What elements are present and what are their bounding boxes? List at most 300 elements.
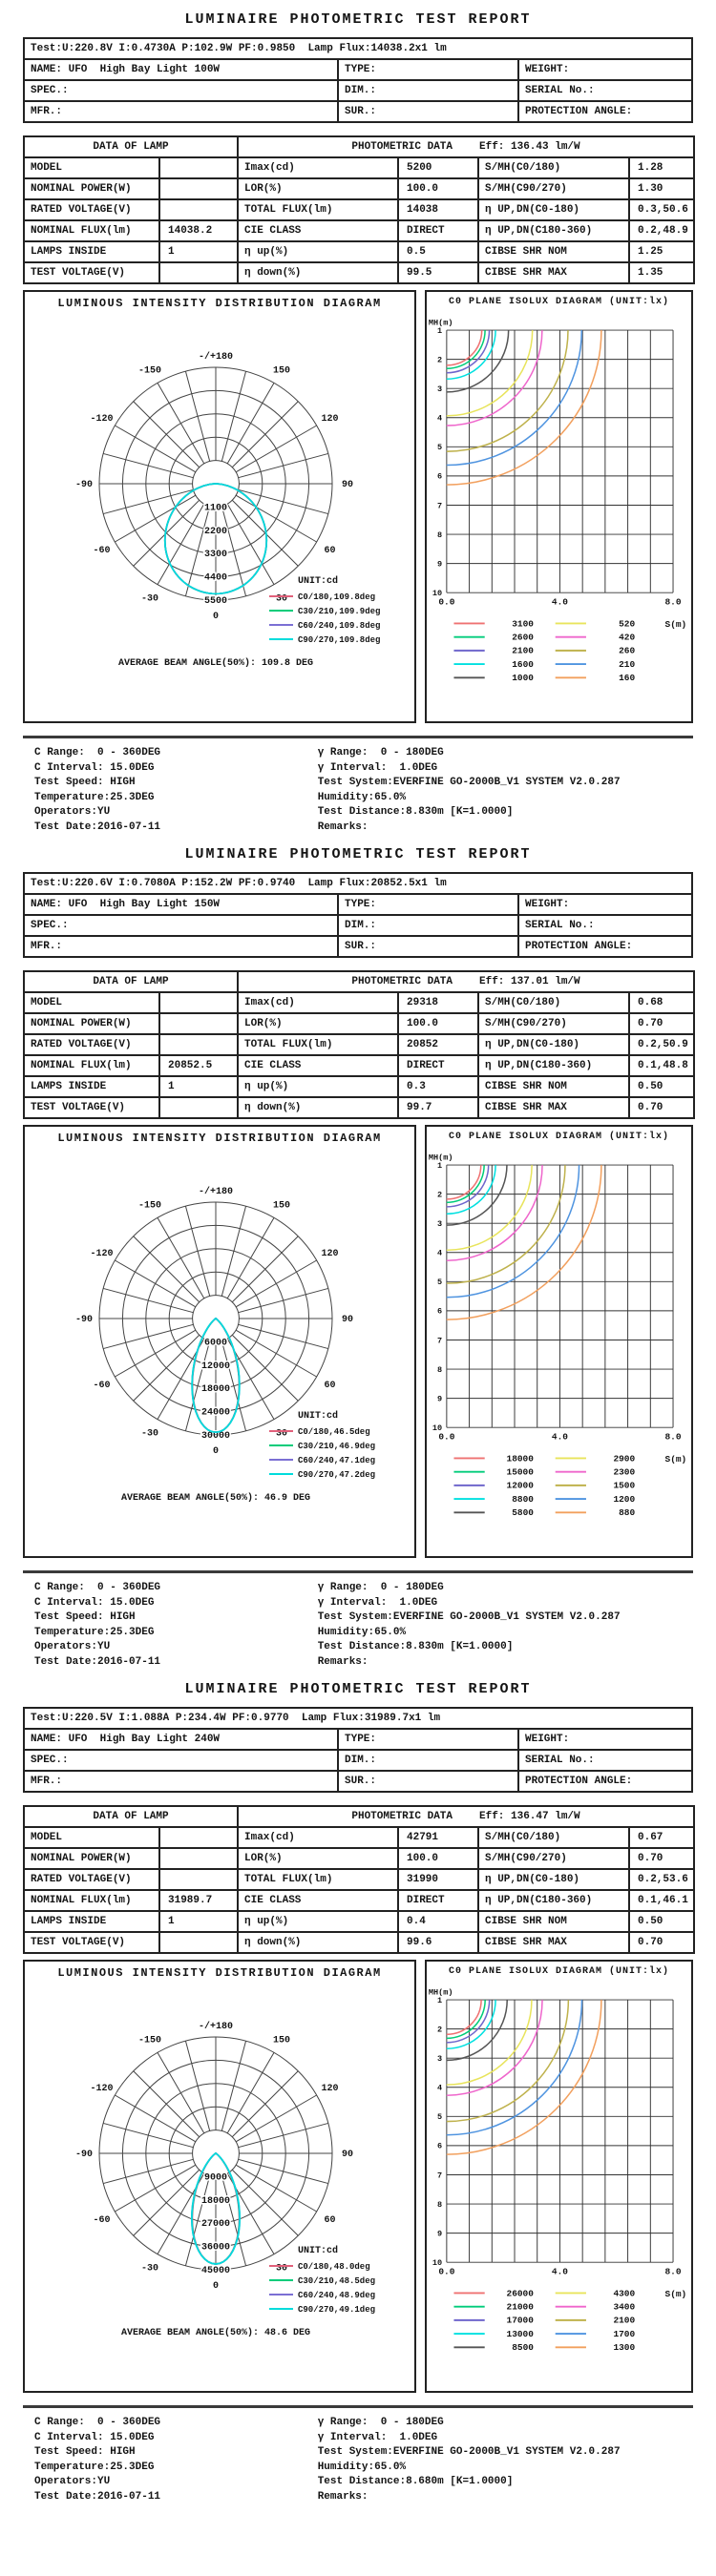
data-value-cell: 0.50 [629,1076,694,1097]
info-cell: SERIAL No.: [518,1750,692,1771]
efficacy-value: Eff: 137.01 lm/W [479,976,580,987]
polar-angle-label: 150 [272,2035,291,2046]
data-label-cell: RATED VOLTAGE(V) [24,1034,159,1055]
data-label-cell: MODEL [24,1827,159,1848]
table-row [24,936,692,957]
data-label-cell: LOR(%) [238,1848,398,1869]
table-row [24,1708,692,1729]
data-label-cell: RATED VOLTAGE(V) [24,1869,159,1890]
footer-line: Remarks: [317,1655,369,1668]
table-row [24,1890,694,1911]
info-cell: SUR.: [338,1771,518,1792]
data-value-cell: 1 [159,1911,238,1932]
info-cell: SPEC.: [24,80,338,101]
data-label-cell: NOMINAL POWER(W) [24,178,159,199]
table-row [24,1848,694,1869]
isolux-contour [447,330,490,373]
table-row [24,220,694,241]
isolux-contour [447,2000,568,2121]
data-value-cell [159,1013,238,1034]
isolux-x-axis-label: S(m) [664,619,687,631]
isolux-legend-value: 210 [619,658,636,670]
isolux-legend-value: 12000 [506,1480,534,1491]
footer-right-column [318,2416,693,2504]
data-value-cell: 1.30 [629,178,694,199]
info-cell: PROTECTION ANGLE: [518,1771,692,1792]
isolux-legend-value: 5800 [512,1507,534,1519]
isolux-legend-value: 13000 [506,2328,534,2339]
average-beam-angle: AVERAGE BEAM ANGLE(50%): 109.8 DEG [117,658,314,669]
data-label-cell: CIBSE SHR MAX [478,262,629,283]
isolux-y-tick: 8 [437,2199,443,2210]
polar-angle-label: -120 [90,1249,114,1259]
data-value-cell [159,1827,238,1848]
footer-line: Test Distance:8.680m [K=1.0000] [317,2476,514,2487]
polar-ring-value: 18000 [200,1384,231,1396]
isolux-legend-value: 1300 [613,2342,636,2354]
isolux-y-axis-label: MH(m) [428,1153,453,1163]
info-cell: TYPE: [338,894,518,915]
isolux-legend-value: 1000 [512,673,534,684]
photometric-data-label: PHOTOMETRIC DATA [351,141,453,153]
isolux-x-tick: 4.0 [551,2266,568,2277]
polar-angle-label: 60 [324,2215,336,2226]
isolux-contour [447,1165,507,1225]
polar-angle-label: -60 [93,546,111,556]
data-label-cell: NOMINAL FLUX(lm) [24,1055,159,1076]
data-label-cell: LOR(%) [238,1013,398,1034]
table-row [24,1911,694,1932]
data-value-cell: 0.70 [629,1848,694,1869]
data-label-cell: TOTAL FLUX(lm) [238,199,398,220]
polar-ring-value: 3300 [203,550,228,561]
footer-line: Test Distance:8.830m [K=1.0000] [317,806,514,818]
lamp-photometric-data-table [23,970,695,1119]
polar-legend-label: C60/240,47.1deg [298,1456,376,1465]
polar-ring-value: 4400 [203,572,228,584]
isolux-legend-value: 880 [619,1507,636,1519]
data-label-cell: η up(%) [238,1076,398,1097]
test-measurements-cell: Test:U:220.6V I:0.7080A P:152.2W PF:0.9740 Lamp Flux:20852.5x1 lm [24,873,692,894]
isolux-legend-value: 4300 [613,2288,636,2299]
isolux-x-axis-label: S(m) [664,2289,687,2300]
data-label-cell: η UP,DN(C180-360) [478,1055,629,1076]
data-label-cell: η UP,DN(C180-360) [478,220,629,241]
data-label-cell: η UP,DN(C0-180) [478,1034,629,1055]
intensity-distribution-panel [23,1960,416,2393]
isolux-y-tick: 5 [437,2112,443,2123]
table-row [24,136,694,157]
isolux-contour [447,1165,489,1207]
info-cell: PROTECTION ANGLE: [518,936,692,957]
polar-angle-label: -/+180 [198,1187,234,1197]
footer-line: Test System:EVERFINE GO-2000B_V1 SYSTEM V2.0.287 [317,777,621,788]
info-cell: SPEC.: [24,1750,338,1771]
table-row [24,894,692,915]
photometric-data-header [238,971,694,992]
isolux-legend-value: 18000 [506,1453,534,1465]
average-beam-angle: AVERAGE BEAM ANGLE(50%): 48.6 DEG [120,2328,311,2338]
polar-angle-label: -/+180 [198,352,234,363]
footer-line: γ Interval: 1.0DEG [317,2431,438,2443]
photometric-data-header [238,136,694,157]
polar-angle-label: 90 [341,480,354,490]
footer-left-column [34,1581,318,1670]
data-label-cell: η up(%) [238,241,398,262]
data-label-cell: η UP,DN(C0-180) [478,199,629,220]
polar-ring-value: 5500 [203,596,228,607]
data-value-cell: 1.25 [629,241,694,262]
isolux-contour [447,330,542,426]
data-value-cell: 99.6 [398,1932,478,1953]
polar-legend-label: C0/180,48.0deg [298,2262,370,2272]
isolux-y-tick: 6 [437,2141,443,2151]
isolux-y-tick: 2 [437,2025,443,2035]
footer-line: Operators:YU [34,1641,111,1652]
footer-line: Test Speed: HIGH [34,1611,136,1623]
polar-angle-label: 0 [212,2281,220,2292]
luminaire-info-table [23,872,693,958]
polar-angle-label: 120 [321,414,339,425]
data-label-cell: RATED VOLTAGE(V) [24,199,159,220]
polar-angle-label: 0 [212,612,220,622]
info-cell: MFR.: [24,101,338,122]
table-row [24,971,694,992]
data-label-cell: LOR(%) [238,178,398,199]
table-row [24,199,694,220]
footer-line: C Interval: 15.0DEG [34,1596,155,1609]
data-value-cell: 31990 [398,1869,478,1890]
polar-angle-label: 150 [272,365,291,377]
info-cell: SPEC.: [24,915,338,936]
footer-line: C Interval: 15.0DEG [34,761,155,774]
photometric-data-label: PHOTOMETRIC DATA [351,976,453,987]
average-beam-angle: AVERAGE BEAM ANGLE(50%): 46.9 DEG [120,1493,311,1504]
polar-angle-label: -60 [93,1381,111,1391]
isolux-legend-value: 160 [619,673,636,684]
isolux-legend-value: 3400 [613,2301,636,2313]
isolux-x-axis-label: S(m) [664,1454,687,1465]
isolux-x-tick: 0.0 [438,1431,455,1443]
polar-ring-value: 24000 [200,1407,231,1419]
polar-angle-label: 90 [341,1315,354,1325]
isolux-y-tick: 4 [437,1248,443,1258]
isolux-contour [447,330,533,416]
isolux-y-tick: 7 [437,2171,443,2181]
isolux-y-tick: 8 [437,1364,443,1375]
report-title: LUMINAIRE PHOTOMETRIC TEST REPORT [184,1681,532,1697]
data-value-cell: 1 [159,1076,238,1097]
report-title: LUMINAIRE PHOTOMETRIC TEST REPORT [184,846,532,862]
photometric-report-1 [0,0,716,835]
lamp-photometric-data-table [23,135,695,284]
data-label-cell: TEST VOLTAGE(V) [24,1097,159,1118]
polar-ring-value: 45000 [200,2266,231,2276]
isolux-y-tick: 4 [437,413,443,424]
table-row [24,1771,692,1792]
data-value-cell [159,178,238,199]
diagrams-row [23,290,693,723]
polar-legend-label: C30/210,46.9deg [298,1442,376,1451]
data-label-cell: LAMPS INSIDE [24,1076,159,1097]
polar-angle-label: 120 [321,1249,339,1259]
data-label-cell: MODEL [24,157,159,178]
test-conditions [23,736,693,835]
polar-angle-label: 30 [275,593,288,605]
isolux-y-tick: 3 [437,2054,443,2065]
data-value-cell: 1.28 [629,157,694,178]
data-value-cell: 0.2,53.6 [629,1869,694,1890]
test-measurements-cell: Test:U:220.5V I:1.088A P:234.4W PF:0.9770 Lamp Flux:31989.7x1 lm [24,1708,692,1729]
isolux-chart [427,1977,691,2378]
table-row [24,992,694,1013]
info-cell: DIM.: [338,80,518,101]
data-value-cell: 100.0 [398,178,478,199]
luminaire-info-table [23,1707,693,1793]
polar-angle-label: -/+180 [198,2022,234,2032]
data-value-cell: 1 [159,241,238,262]
table-row [24,157,694,178]
isolux-contour [447,2000,601,2154]
isolux-x-tick: 0.0 [438,2266,455,2277]
footer-line: Test System:EVERFINE GO-2000B_V1 SYSTEM V2.0.287 [317,2446,621,2458]
isolux-y-tick: 1 [437,325,443,336]
isolux-panel [425,1125,693,1558]
isolux-y-tick: 6 [437,471,443,482]
polar-ring-value: 2200 [203,526,228,537]
data-value-cell: 42791 [398,1827,478,1848]
data-of-lamp-header: DATA OF LAMP [24,136,238,157]
data-label-cell: NOMINAL FLUX(lm) [24,220,159,241]
footer-line: Remarks: [317,2490,369,2503]
polar-angle-label: -90 [74,1315,94,1325]
data-value-cell: 14038 [398,199,478,220]
polar-ring-value: 12000 [200,1361,231,1372]
polar-unit-label: UNIT:cd [298,1411,339,1422]
lamp-photometric-data-table [23,1805,695,1954]
polar-angle-label: -150 [137,365,162,377]
footer-left-column [34,2416,318,2504]
table-row [24,1806,694,1827]
data-label-cell: S/MH(C0/180) [478,992,629,1013]
isolux-legend-value: 1600 [512,658,534,670]
polar-legend-label: C0/180,46.5deg [298,1427,370,1437]
table-row [24,178,694,199]
data-value-cell: 0.2,48.9 [629,220,694,241]
data-label-cell: S/MH(C90/270) [478,178,629,199]
data-value-cell: 29318 [398,992,478,1013]
data-label-cell: CIE CLASS [238,1055,398,1076]
data-label-cell: NOMINAL POWER(W) [24,1013,159,1034]
table-row [24,1076,694,1097]
info-cell: PROTECTION ANGLE: [518,101,692,122]
isolux-y-tick: 1 [437,1160,443,1171]
data-of-lamp-header: DATA OF LAMP [24,971,238,992]
footer-line: Test Speed: HIGH [34,2446,136,2458]
isolux-legend-value: 15000 [506,1466,534,1478]
info-cell: DIM.: [338,1750,518,1771]
table-row [24,1729,692,1750]
luminaire-info-table [23,37,693,123]
data-value-cell: 0.70 [629,1932,694,1953]
isolux-contour [447,330,485,368]
table-row [24,59,692,80]
isolux-panel [425,290,693,723]
table-row [24,1827,694,1848]
data-value-cell: 5200 [398,157,478,178]
table-row [24,873,692,894]
data-label-cell: CIBSE SHR NOM [478,1076,629,1097]
data-value-cell: 0.5 [398,241,478,262]
polar-legend-label: C30/210,109.9deg [298,607,381,616]
footer-line: C Interval: 15.0DEG [34,2431,155,2443]
photometric-report-2 [0,835,716,1670]
data-label-cell: Imax(cd) [238,157,398,178]
footer-line: Temperature:25.3DEG [34,2461,155,2473]
data-label-cell: CIBSE SHR MAX [478,1932,629,1953]
data-label-cell: TOTAL FLUX(lm) [238,1869,398,1890]
polar-ring-value: 6000 [203,1338,228,1349]
isolux-legend-value: 17000 [506,2315,534,2326]
table-row [24,38,692,59]
data-value-cell: 0.50 [629,1911,694,1932]
polar-unit-label: UNIT:cd [298,576,339,587]
isolux-contour [447,2000,542,2095]
data-value-cell: 0.1,46.1 [629,1890,694,1911]
data-label-cell: TEST VOLTAGE(V) [24,1932,159,1953]
isolux-legend-value: 1500 [613,1480,636,1491]
isolux-y-axis-label: MH(m) [428,318,453,328]
polar-angle-label: -90 [74,2150,94,2160]
polar-legend-label: C60/240,109.8deg [298,621,381,631]
footer-line: Test System:EVERFINE GO-2000B_V1 SYSTEM V2.0.287 [317,1611,621,1623]
data-value-cell: 99.7 [398,1097,478,1118]
data-label-cell: NOMINAL POWER(W) [24,1848,159,1869]
data-label-cell: CIBSE SHR MAX [478,1097,629,1118]
isolux-y-tick: 3 [437,384,443,395]
isolux-legend-value: 1200 [613,1493,636,1505]
isolux-y-tick: 5 [437,1278,443,1288]
isolux-x-tick: 4.0 [551,596,568,608]
isolux-contour [447,2000,485,2038]
data-value-cell: 0.1,48.8 [629,1055,694,1076]
table-row [24,1932,694,1953]
info-cell: TYPE: [338,1729,518,1750]
polar-diagram-title: LUMINOUS INTENSITY DISTRIBUTION DIAGRAM [57,297,382,310]
data-value-cell [159,1932,238,1953]
data-value-cell [159,1034,238,1055]
test-conditions [23,1570,693,1670]
isolux-legend-value: 26000 [506,2288,534,2299]
isolux-legend-value: 2900 [613,1453,636,1465]
isolux-legend-value: 8800 [512,1493,534,1505]
isolux-y-tick: 3 [437,1219,443,1230]
report-title: LUMINAIRE PHOTOMETRIC TEST REPORT [184,11,532,28]
info-cell: DIM.: [338,915,518,936]
isolux-y-tick: 4 [437,2083,443,2093]
data-value-cell: DIRECT [398,1890,478,1911]
isolux-y-tick: 1 [437,1995,443,2005]
photometric-data-header [238,1806,694,1827]
footer-line: Operators:YU [34,806,111,818]
data-label-cell: LAMPS INSIDE [24,241,159,262]
data-label-cell: TEST VOLTAGE(V) [24,262,159,283]
info-cell: SERIAL No.: [518,915,692,936]
data-value-cell [159,992,238,1013]
isolux-contour [447,330,601,485]
footer-line: Test Date:2016-07-11 [34,821,161,833]
footer-line: γ Range: 0 - 180DEG [317,1582,444,1593]
isolux-diagram-title: C0 PLANE ISOLUX DIAGRAM (UNIT:lx) [448,1132,670,1142]
data-value-cell: DIRECT [398,1055,478,1076]
data-value-cell [159,1097,238,1118]
data-value-cell [159,262,238,283]
isolux-diagram-title: C0 PLANE ISOLUX DIAGRAM (UNIT:lx) [448,1966,670,1977]
isolux-y-tick: 5 [437,443,443,453]
info-cell: SERIAL No.: [518,80,692,101]
intensity-distribution-panel [23,290,416,723]
isolux-y-tick: 7 [437,501,443,511]
isolux-x-tick: 4.0 [551,1431,568,1443]
isolux-y-tick: 2 [437,355,443,365]
data-of-lamp-header: DATA OF LAMP [24,1806,238,1827]
isolux-x-tick: 0.0 [438,596,455,608]
polar-angle-label: 60 [324,546,336,556]
polar-angle-label: -150 [137,1200,162,1212]
data-label-cell: CIE CLASS [238,220,398,241]
photometric-data-label: PHOTOMETRIC DATA [351,1811,453,1822]
footer-line: Operators:YU [34,2476,111,2487]
data-value-cell: 0.70 [629,1013,694,1034]
polar-unit-label: UNIT:cd [298,2246,339,2256]
isolux-y-axis-label: MH(m) [428,1987,453,1998]
data-value-cell: 100.0 [398,1013,478,1034]
isolux-legend-value: 260 [619,645,636,656]
polar-ring-value: 1100 [203,503,228,514]
isolux-legend-value: 3100 [512,618,534,630]
info-cell: TYPE: [338,59,518,80]
polar-ring-value: 9000 [203,2172,228,2184]
isolux-legend-value: 2600 [512,632,534,643]
data-label-cell: S/MH(C0/180) [478,1827,629,1848]
table-row [24,1055,694,1076]
footer-line: Test Speed: HIGH [34,777,136,788]
isolux-contour [447,1165,579,1298]
polar-ring-value: 27000 [200,2219,231,2231]
data-value-cell: 20852 [398,1034,478,1055]
footer-line: Humidity:65.0% [317,791,407,803]
isolux-contour [447,2000,490,2043]
table-row [24,1013,694,1034]
data-value-cell: 0.3,50.6 [629,199,694,220]
footer-line: C Range: 0 - 360DEG [34,747,161,758]
efficacy-value: Eff: 136.47 lm/W [479,1811,580,1822]
footer-line: Test Distance:8.830m [K=1.0000] [317,1641,514,1652]
footer-left-column [34,746,318,835]
polar-angle-label: -150 [137,2035,162,2046]
data-value-cell: 20852.5 [159,1055,238,1076]
table-row [24,1034,694,1055]
info-cell: WEIGHT: [518,894,692,915]
isolux-diagram-title: C0 PLANE ISOLUX DIAGRAM (UNIT:lx) [448,297,670,307]
isolux-y-tick: 9 [437,1394,443,1404]
data-value-cell: 31989.7 [159,1890,238,1911]
data-label-cell: MODEL [24,992,159,1013]
info-cell: NAME: UFO High Bay Light 240W [24,1729,338,1750]
polar-diagram-title: LUMINOUS INTENSITY DISTRIBUTION DIAGRAM [57,1132,382,1145]
data-label-cell: Imax(cd) [238,1827,398,1848]
isolux-y-tick: 6 [437,1306,443,1317]
